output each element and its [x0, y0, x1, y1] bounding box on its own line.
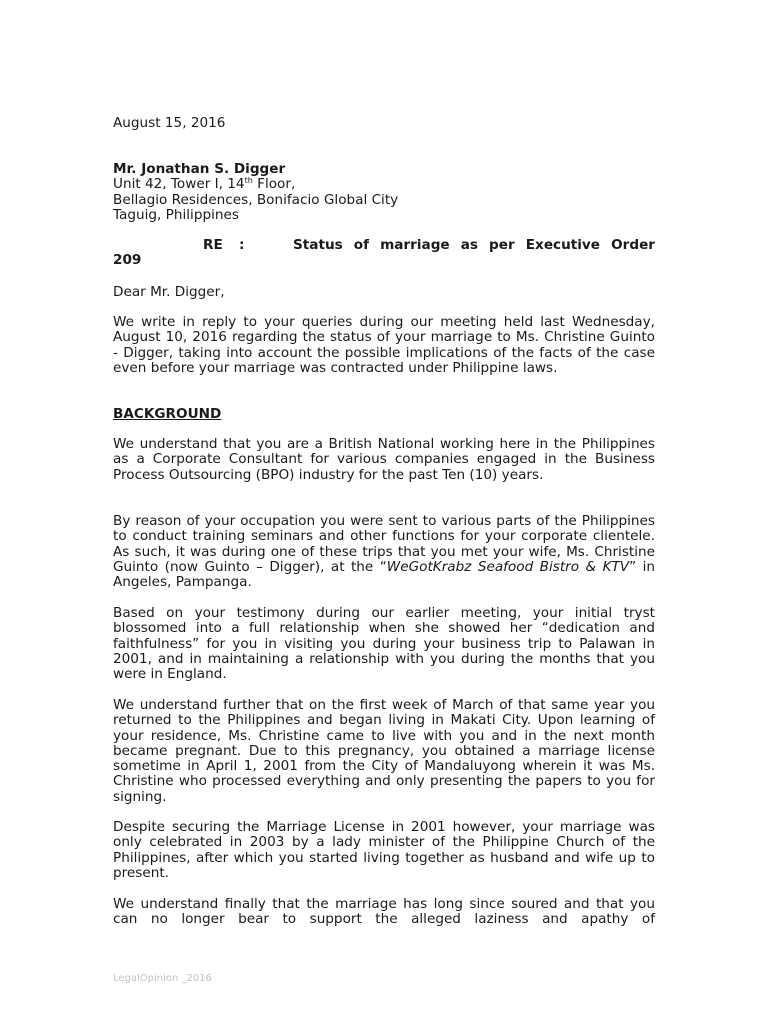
paragraph-2: [113, 514, 655, 590]
ordinal-suffix: th: [244, 176, 253, 186]
venue-name: WeGotKrabz Seafood Bistro & KTV: [386, 558, 630, 575]
recipient-name: Mr. Jonathan S. Digger: [113, 161, 286, 177]
footer-label: LegalOpinion _2016: [113, 973, 212, 984]
paragraph-4: We understand further that on the first week of March of that same year you returned to the Philippines and began living in Makati City. Upon learning of your residence, Ms. Christine came to live with you and in the next month became pregnant. Due to this pregnancy, you obtained a marriage license sometime in April 1, 2001 from the City of Mandaluyong wherein it was Ms. Christine who processed everything and only presenting the papers to you for signing.: [113, 697, 655, 805]
address-line-3: Taguig, Philippines: [113, 206, 239, 223]
letter-date: August 15, 2016: [113, 115, 226, 131]
paragraph-6: We understand finally that the marriage has long since soured and that you can no longer bear to support the alleged laziness and apathy of: [113, 896, 655, 928]
address-line-1-end: Floor,: [252, 176, 296, 193]
paragraph-2-text-b: ” in Angeles, Pampanga.: [113, 558, 655, 591]
address-line-1: [113, 177, 398, 192]
paragraph-3: Based on your testimony during our earlier meeting, your initial tryst blossomed into a full relationship when she showed her “dedication and faithfulness” for you in visiting you during your business trip to Palawan in 2001, and in maintaining a relationship with you during the months that you were in England.: [113, 605, 655, 683]
re-subject-line-1: Status of marriage as per Executive Order: [293, 237, 655, 253]
re-subject-line-2: 209: [113, 252, 142, 269]
re-subject-block: [113, 238, 655, 269]
background-heading: BACKGROUND: [113, 406, 222, 422]
paragraph-2-text-a: By reason of your occupation you were sent to various parts of the Philippines to conduct training seminars and other functions for your corporate clientele. As such, it was during one of these trips that you met your wife, Ms. Christine Guinto (now Guinto – Digger), at the “: [113, 513, 655, 575]
paragraph-5: Despite securing the Marriage License in 2001 however, your marriage was only celebrated in 2003 by a lady minister of the Philippine Church of the Philippines, after which you started living together as husband and wife up to present.: [113, 819, 655, 881]
re-label: RE: [203, 237, 223, 253]
recipient-address-block: [113, 162, 398, 223]
address-line-1-main: Unit 42, Tower I, 14: [113, 176, 245, 193]
address-line-2: Bellagio Residences, Bonifacio Global City: [113, 191, 399, 208]
paragraph-1: We understand that you are a British National working here in the Philippines as a Corporate Consultant for various companies engaged in the Business Process Outsourcing (BPO) industry for the past Ten (10) years.: [113, 436, 655, 483]
re-colon: :: [239, 237, 245, 253]
salutation: Dear Mr. Digger,: [113, 284, 225, 300]
intro-paragraph: We write in reply to your queries during our meeting held last Wednesday, August 10, 2016 regarding the status of your marriage to Ms. Christine Guinto - Digger, taking into account the possible implications of the facts of the case even before your marriage was contracted under Philippine laws.: [113, 314, 655, 376]
